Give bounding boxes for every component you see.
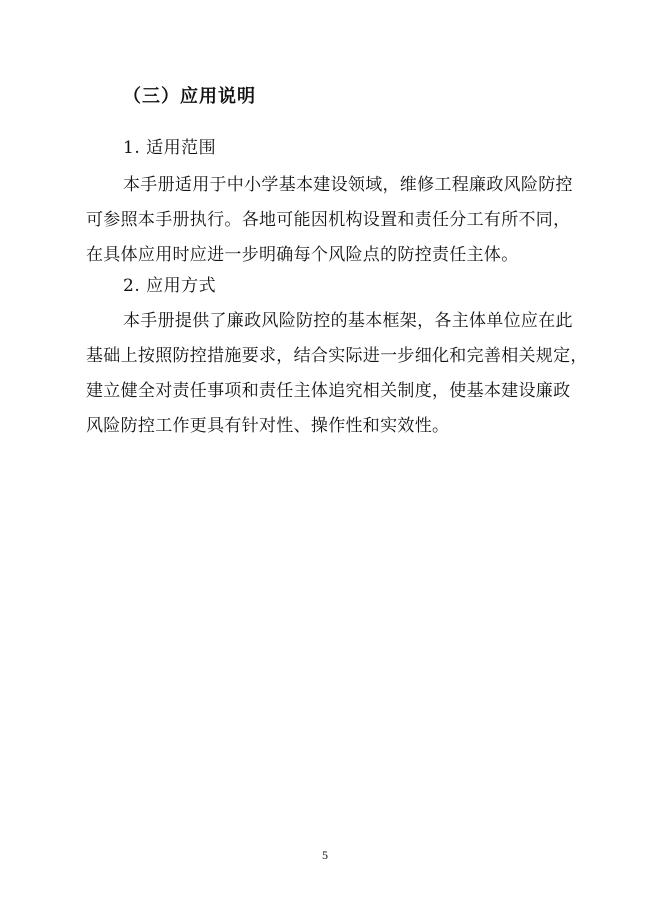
page-number: 5: [322, 848, 328, 862]
method-line-1: 本手册提供了廉政风险防控的基本框架，各主体单位应在此: [123, 311, 573, 331]
method-line-2: 基础上按照防控措施要求，结合实际进一步细化和完善相关规定，: [86, 346, 588, 366]
method-line-3: 建立健全对责任事项和责任主体追究相关制度，使基本建设廉政: [86, 381, 571, 401]
method-line-4: 风险防控工作更具有针对性、操作性和实效性。: [86, 416, 450, 436]
method-title: 2. 应用方式: [123, 276, 217, 296]
section-heading: （三）应用说明: [123, 86, 256, 107]
scope-line-2: 可参照本手册执行。各地可能因机构设置和责任分工有所不同，: [86, 210, 571, 230]
scope-line-3: 在具体应用时应进一步明确每个风险点的防控责任主体。: [86, 245, 519, 265]
scope-title: 1. 适用范围: [123, 138, 217, 158]
scope-line-1: 本手册适用于中小学基本建设领域，维修工程廉政风险防控: [123, 175, 573, 195]
